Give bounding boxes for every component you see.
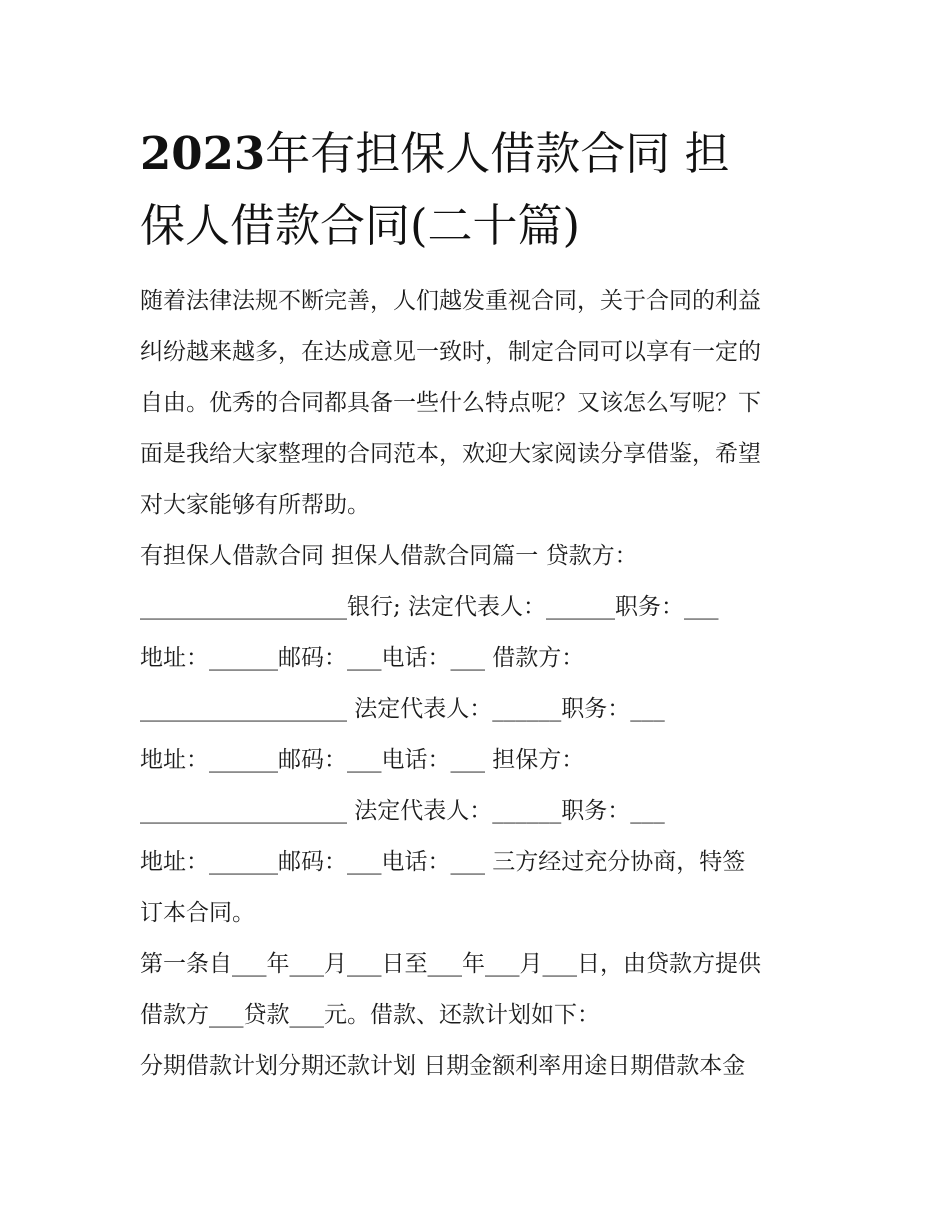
section-heading-line: 有担保人借款合同 担保人借款合同篇一 贷款方：: [140, 543, 638, 569]
body-line: 自由。优秀的合同都具备一些什么特点呢？又该怎么写呢？下: [140, 390, 761, 416]
body-line: 对大家能够有所帮助。: [140, 492, 370, 518]
title-year: 2023: [140, 127, 266, 180]
document-title: [140, 118, 820, 262]
body-line: 订本合同。: [140, 900, 255, 926]
article-one-line: 借款方___贷款___元。借款、还款计划如下：: [140, 1002, 600, 1028]
body-line: 面是我给大家整理的合同范本，欢迎大家阅读分享借鉴，希望: [140, 441, 761, 467]
title-line2: 保人借款合同(二十篇): [140, 199, 581, 252]
document-body: [140, 276, 830, 1092]
body-line: 纠纷越来越多，在达成意见一致时，制定合同可以享有一定的: [140, 339, 761, 365]
title-line1-rest: 年有担保人借款合同 担: [265, 127, 730, 180]
guarantor-address-line: 地址：______邮码：___电话：___ 三方经过充分协商，特签: [140, 849, 746, 875]
body-line: 随着法律法规不断完善，人们越发重视合同，关于合同的利益: [140, 288, 761, 314]
borrower-name-line: __________________ 法定代表人：______职务：___: [140, 696, 665, 722]
borrower-address-line: 地址：______邮码：___电话：___ 担保方：: [140, 747, 585, 773]
lender-address-line: 地址：______邮码：___电话：___ 借款方：: [140, 645, 585, 671]
guarantor-name-line: __________________ 法定代表人：______职务：___: [140, 798, 665, 824]
lender-name-line: __________________银行; 法定代表人：______职务：___: [140, 594, 719, 620]
plan-header-line: 分期借款计划分期还款计划 日期金额利率用途日期借款本金: [140, 1053, 746, 1079]
article-one-line: 第一条自___年___月___日至___年___月___日，由贷款方提供: [140, 951, 761, 977]
